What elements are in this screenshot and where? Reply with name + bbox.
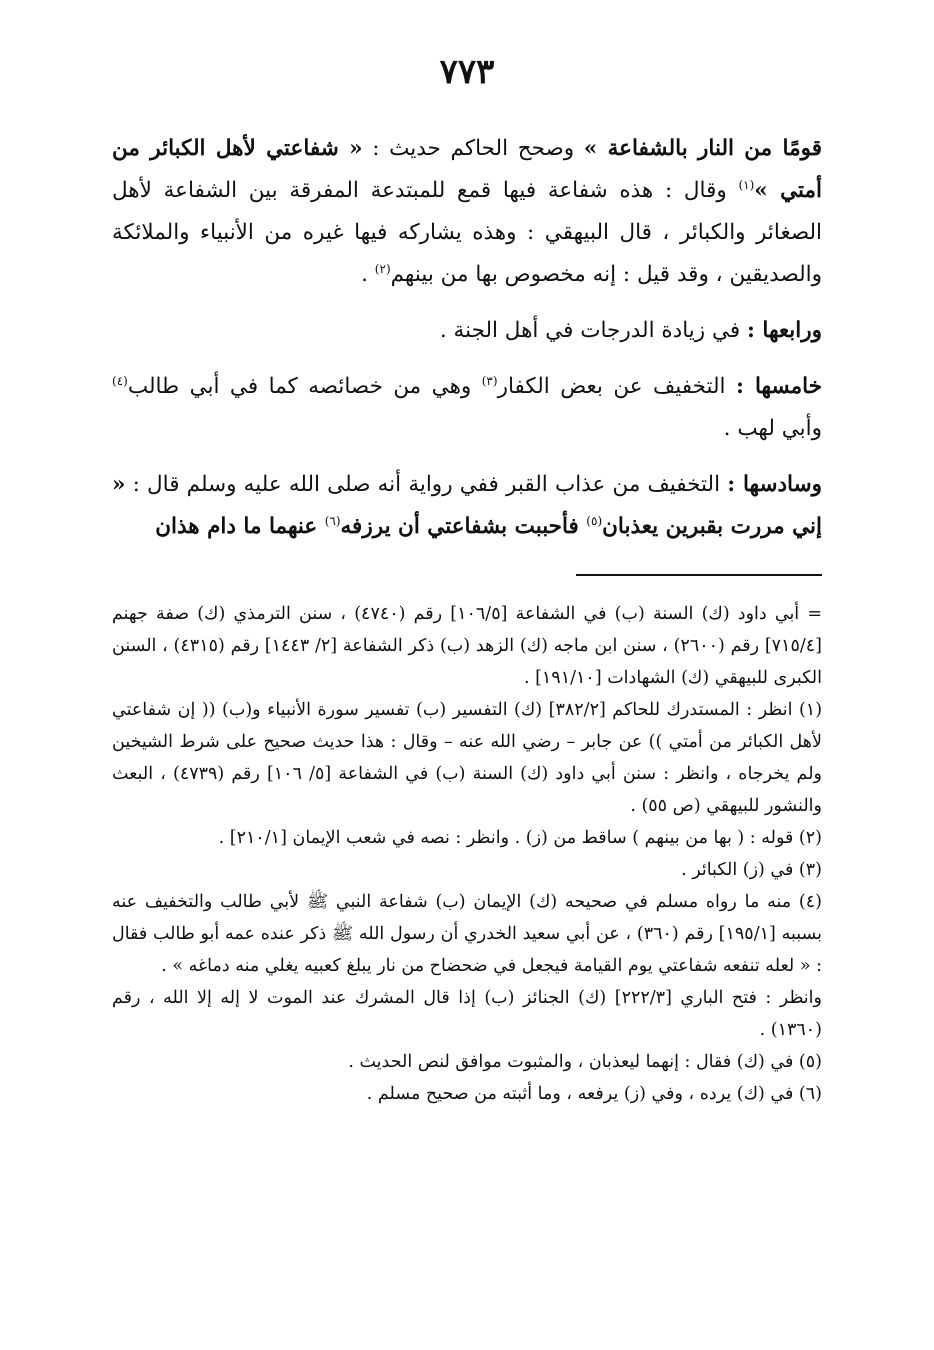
- page-number: ٧٧٣: [439, 52, 495, 92]
- footnote-2: (٢) قوله : ( بها من بينهم ) ساقط من (ز) . وانظر : نصه في شعب الإيمان [٢١٠/١] .: [218, 828, 822, 848]
- footnote-ref-4[interactable]: (٤): [112, 373, 128, 388]
- footnote-ref-3[interactable]: (٣): [481, 373, 498, 388]
- text-segment: التخفيف من عذاب القبر ففي رواية أنه صلى الله عليه وسلم قال :: [125, 472, 728, 497]
- paragraph-fourth: [112, 310, 822, 352]
- text-segment: في زيادة الدرجات في أهل الجنة .: [439, 318, 748, 343]
- footnote-1: (١) انظر : المستدرك للحاكم [٣٨٢/٢] (ك) التفسير (ب) تفسير سورة الأنبياء و(ب) (( إن شفاعتي لأهل الكبائر من أمتي )) عن جابر – رضي الله عنه – وقال : هذا حديث صحيح على شرط الشيخين ولم يخرجاه ، وانظر : سنن أبي داود (ك) السنة (ب) في الشفاعة [٥/ ١٠٦] رقم (٤٧٣٩) ، البعث والنشور للبيهقي (ص ٥٥) .: [112, 700, 823, 816]
- footnote-ref-2[interactable]: (٢): [374, 261, 391, 276]
- footnote-4-continued: وانظر : فتح الباري [٢٢٢/٣] (ك) الجنائز (ب) إذا قال المشرك عند الموت لا إله إلا الله ، رقم (١٣٦٠) .: [112, 988, 822, 1040]
- section-label-fourth: ورابعها :: [747, 318, 822, 343]
- footnotes: [112, 598, 822, 1110]
- hadith-quote: « إني مررت بقبرين يعذبان: [112, 472, 822, 539]
- bold-phrase: قومًا من النار بالشفاعة »: [583, 136, 822, 161]
- footnote-4: (٤) منه ما رواه مسلم في صحيحه (ك) الإيمان (ب) شفاعة النبي ﷺ لأبي طالب والتخفيف عنه بسببه [١٩٥/١] رقم (٣٦٠) ، عن أبي سعيد الخدري أن رسول الله ﷺ ذكر عنده عمه أبو طالب فقال : « لعله تنفعه شفاعتي يوم القيامة فيجعل في ضحضاح من نار يبلغ كعبيه يغلي منه دماغه » .: [112, 892, 822, 976]
- text-segment: وأبي لهب .: [723, 416, 822, 441]
- section-label-fifth: خامسها :: [735, 374, 823, 399]
- hadith-quote: عنهما ما دام هذان: [155, 514, 325, 539]
- footnote-ref-5[interactable]: (٥): [586, 513, 603, 528]
- text-segment: .: [361, 262, 375, 287]
- main-text: [112, 128, 822, 548]
- footnote-5: (٥) في (ك) فقال : إنهما ليعذبان ، والمثبوت موافق لنص الحديث .: [348, 1052, 822, 1072]
- text-segment: التخفيف عن بعض الكفار: [497, 374, 736, 399]
- footnote-ref-6[interactable]: (٦): [324, 513, 341, 528]
- hadith-quote: فأحببت بشفاعتي أن يرزفه: [340, 514, 587, 539]
- paragraph-sixth: [112, 464, 822, 548]
- paragraph-fifth: [112, 366, 822, 450]
- text-segment: وهي من خصائصه كما في أبي طالب: [127, 374, 482, 399]
- paragraph-shafaa-hakim: [112, 128, 822, 296]
- footnote-ref-1[interactable]: (١): [738, 177, 755, 192]
- text-segment: وقال : هذه شفاعة فيها قمع للمبتدعة المفرقة بين الشفاعة لأهل الصغائر والكبائر ، قال البيهقي : وهذه يشاركه فيها غيره من الأنبياء والملائكة والصديقين ، وقد قيل : إنه مخصوص بها من بينهم: [112, 178, 822, 287]
- section-label-sixth: وسادسها :: [727, 472, 823, 497]
- text-segment: وصحح الحاكم حديث :: [362, 136, 584, 161]
- footnote-6: (٦) في (ك) يرده ، وفي (ز) يرفعه ، وما أثبته من صحيح مسلم .: [366, 1084, 822, 1104]
- hadith-quote: « شفاعتي لأهل الكبائر من أمتي »: [112, 136, 823, 203]
- footnote-separator: [576, 574, 822, 576]
- footnote-3: (٣) في (ز) الكبائر .: [681, 860, 822, 880]
- footnote-continuation: = أبي داود (ك) السنة (ب) في الشفاعة [١٠٦/٥] رقم (٤٧٤٠) ، سنن الترمذي (ك) صفة جهنم [٧١٥/٤] رقم (٢٦٠٠) ، سنن ابن ماجه (ك) الزهد (ب) ذكر الشفاعة [٢/ ١٤٤٣] رقم (٤٣١٥) ، السنن الكبرى للبيهقي (ك) الشهادات [١٩١/١٠] .: [112, 604, 822, 688]
